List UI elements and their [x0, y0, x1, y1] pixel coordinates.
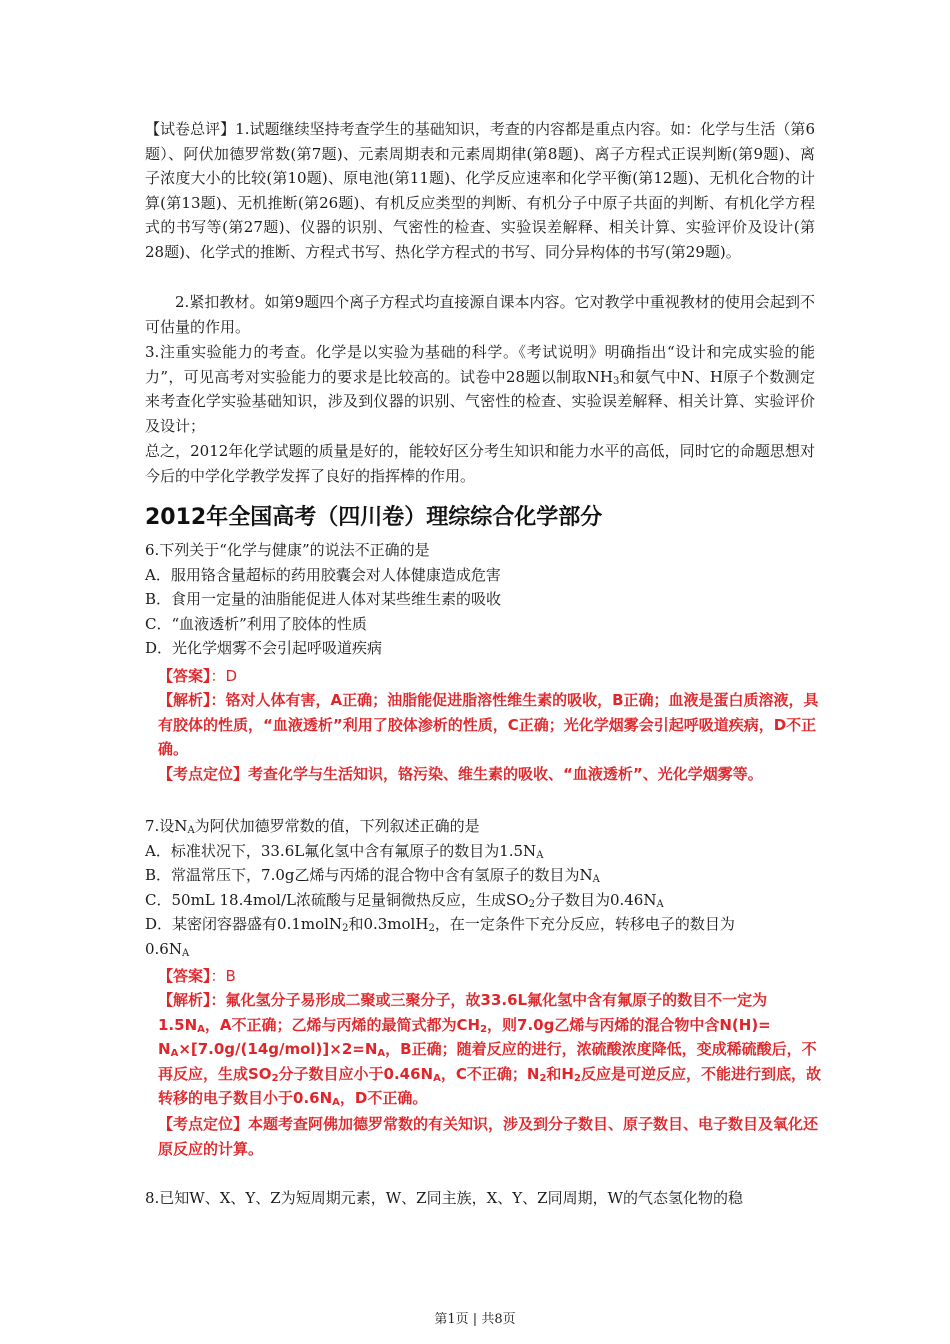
question-7-option-a: A．标准状况下，33.6L氟化氢中含有氟原子的数目为$1.5N_A$: [145, 841, 544, 861]
page-footer: 第1页 | 共8页: [434, 1312, 516, 1327]
question-6-options: [145, 563, 815, 661]
question-6: [145, 538, 815, 661]
question-8-stem: 8.已知W、X、Y、Z为短周期元素，W、Z同主族，X、Y、Z同周期，W的气态氢化物的稳: [145, 1189, 743, 1207]
question-6-option-d: D．光化学烟雾不会引起呼吸道疾病: [145, 639, 383, 657]
question-7: [145, 814, 815, 961]
summary-paragraph-3: 3.注重实验能力的考查。化学是以实验为基础的科学。《考试说明》明确指出“设计和完成实验的能力”，可见高考对实验能力的要求是比较高的。试卷中28题以制取$NH_3$和氨气中N、H原子个数测定来考查化学实验基础知识，涉及到仪器的识别、气密性的检查、实验误差解释、相关计算、实验评价及设计；: [145, 343, 815, 435]
question-6-option-c: C．“血液透析”利用了胶体的性质: [145, 614, 367, 633]
question-7-stem: 7.设$N_A$为阿伏加德罗常数的值，下列叙述正确的是: [145, 817, 480, 836]
summary-paragraph-4: 总之，2012年化学试题的质量是好的，能较好区分考生知识和能力水平的高低，同时它的命题思想对今后的中学化学教学发挥了良好的指挥棒的作用。: [145, 442, 815, 485]
question-7-options: [145, 839, 815, 962]
question-7-option-b: B．常温常压下，7.0g乙烯与丙烯的混合物中含有氢原子的数目为$N_A$: [145, 866, 600, 885]
question-7-option-c: C．50mL 18.4mol/L浓硫酸与足量铜微热反应，生成$SO_2$分子数目为$0.46N_A$: [145, 890, 664, 910]
question-6-answer: 【答案】：D: [158, 667, 238, 685]
summary-paragraph-1: 【试卷总评】1.试题继续坚持考查学生的基础知识，考查的内容都是重点内容。如：化学与生活（第6题）、阿伏加德罗常数(第7题)、元素周期表和元素周期律(第8题)、离子方程式正误判断(第9题)、离子浓度大小的比较(第10题)、原电池(第11题)、化学反应速率和化学平衡(第12题)、无机化合物的计算(第13题)、无机推断(第26题)、有机反应类型的判断、有机分子中原子共面的判断、有机化学方程式的书写等(第27题)、仪器的识别、气密性的检查、实验误差解释、相关计算、实验评价及设计(第28题)、化学式的推断、方程式书写、热化学方程式的书写、同分异构体的书写(第29题)。: [145, 120, 815, 261]
question-6-analysis: 【解析】：铬对人体有害，A正确；油脂能促进脂溶性维生素的吸收，B正确；血液是蛋白质溶液，具有胶体的性质，“血液透析”利用了胶体渗析的性质，C正确；光化学烟雾会引起呼吸道疾病，D不正确。: [158, 691, 819, 758]
question-6-option-b: B．食用一定量的油脂能促进人体对某些维生素的吸收: [145, 590, 502, 608]
section-heading: 2012年全国高考（四川卷）理综综合化学部分: [145, 505, 603, 530]
question-6-point: 【考点定位】考查化学与生活知识，铬污染、维生素的吸收、“血液透析”、光化学烟雾等。: [158, 765, 763, 783]
question-7-option-d: D．某密闭容器盛有0.1molN$_2$和0.3molH$_2$，在一定条件下充分反应，转移电子的数目为: [145, 915, 735, 934]
question-7-point: 【考点定位】本题考查阿佛加德罗常数的有关知识，涉及到分子数目、原子数目、电子数目及氧化还原反应的计算。: [158, 1115, 819, 1158]
question-7-option-d-continued: $0.6N_A$: [145, 939, 190, 959]
question-7-answer: 【答案】：B: [158, 967, 236, 985]
question-6-stem: 6.下列关于“化学与健康”的说法不正确的是: [145, 541, 430, 559]
question-7-analysis: 【解析】：氟化氢分子易形成二聚或三聚分子，故33.6L氟化氢中含有氟原子的数目不一定为$1.5N_A$，A不正确；乙烯与丙烯的最简式都为$CH_2$，则7.0g乙烯与丙烯的混合物中含$N(H)= N_A\times[7.0g/(14g/mol)]\times 2=N_A$，B正确；随着反应的进行，浓硫酸浓度降低，变成稀硫酸后，不再反应，生成$SO_2$分子数目应小于$0.46N_A$，C不正确；$N_2$和$H_2$反应是可逆反应，不能进行到底，故转移的电子数目小于$0.6N_A$，D不正确。: [158, 991, 821, 1108]
question-6-option-a: A．服用铬含量超标的药用胶囊会对人体健康造成危害: [145, 565, 501, 584]
summary-paragraph-2: 2.紧扣教材。如第9题四个离子方程式均直接源自课本内容。它对教学中重视教材的使用会起到不可估量的作用。: [145, 293, 815, 336]
